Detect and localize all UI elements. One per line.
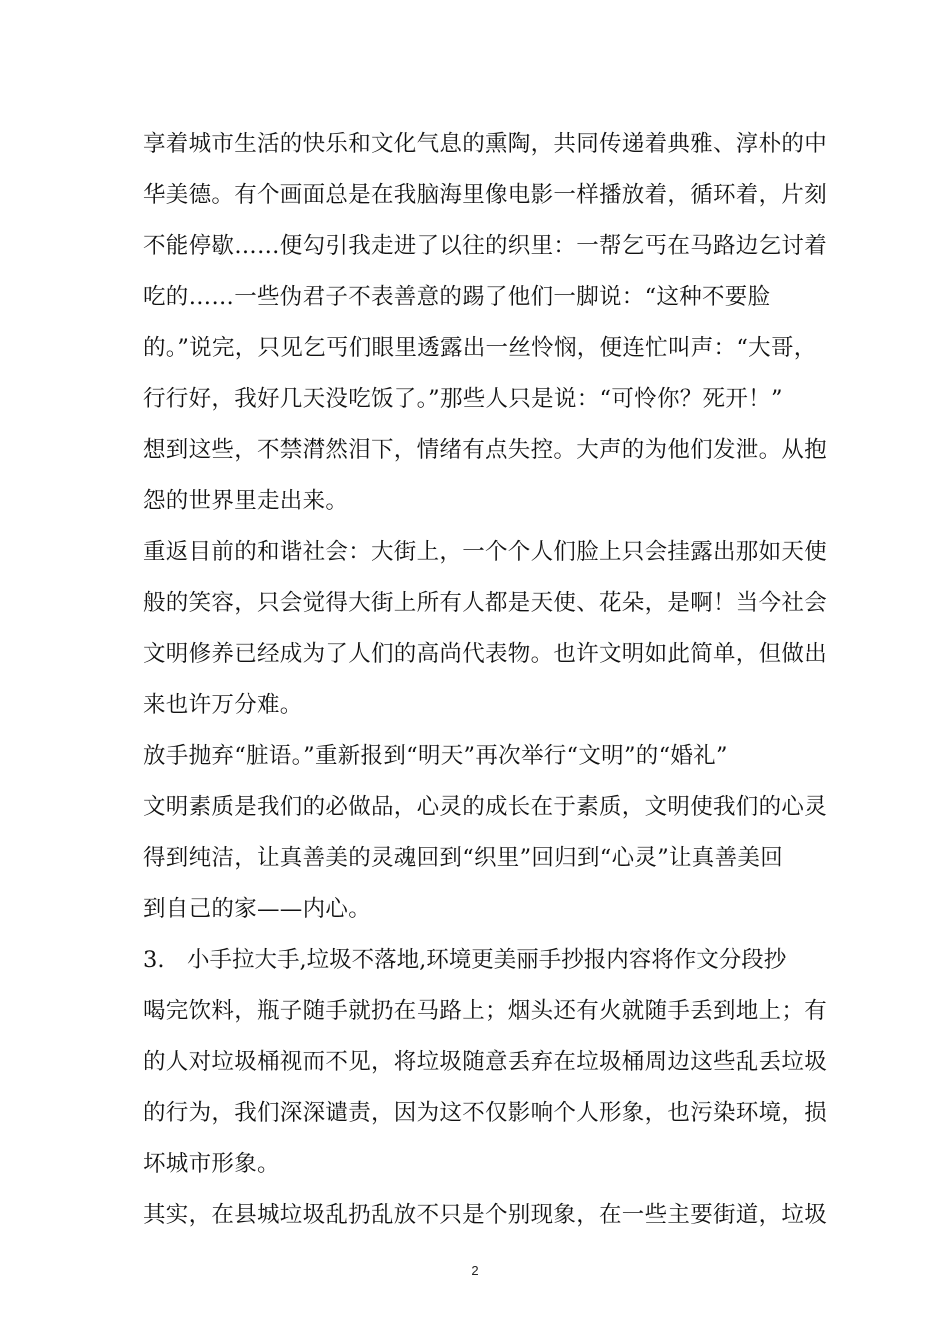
text-line: 喝完饮料，瓶子随手就扔在马路上；烟头还有火就随手丢到地上；有 [143,998,828,1024]
text-line: 怨的世界里走出来。 [143,488,349,514]
text-line: 吃的……一些伪君子不表善意的踢了他们一脚说：“这种不要脸 [143,284,771,310]
text-line: 其实，在县城垃圾乱扔乱放不只是个别现象，在一些主要街道，垃圾 [143,1202,828,1228]
text-line: 享着城市生活的快乐和文化气息的熏陶，共同传递着典雅、淳朴的中 [143,131,828,157]
text-line: 来也许万分难。 [143,692,303,718]
text-line: 放手抛弃“脏语。”重新报到“明天”再次举行“文明”的“婚礼” [143,743,728,769]
text-line: 般的笑容，只会觉得大街上所有人都是天使、花朵，是啊！当今社会 [143,590,828,616]
document-body [143,119,833,1241]
text-line: 得到纯洁，让真善美的灵魂回到“织里”回归到“心灵”让真善美回 [143,845,784,871]
page-number: 2 [471,1263,479,1278]
text-line: 到自己的家——内心。 [143,896,372,922]
text-line: 华美德。有个画面总是在我脑海里像电影一样播放着，循环着，片刻 [143,182,828,208]
text-line: 想到这些，不禁潸然泪下，情绪有点失控。大声的为他们发泄。从抱 [143,437,828,463]
text-line: 坏城市形象。 [143,1151,280,1177]
text-line: 行行好，我好几天没吃饭了。”那些人只是说：“可怜你？死开！” [143,386,783,412]
text-line: 的。”说完，只见乞丐们眼里透露出一丝怜悯，便连忙叫声：“大哥， [143,335,817,361]
text-line: 重返目前的和谐社会：大街上，一个个人们脸上只会挂露出那如天使 [143,539,828,565]
text-line: 文明修养已经成为了人们的高尚代表物。也许文明如此简单，但做出 [143,641,828,667]
text-line: 文明素质是我们的必做品，心灵的成长在于素质，文明使我们的心灵 [143,794,828,820]
text-line: 的人对垃圾桶视而不见，将垃圾随意丢弃在垃圾桶周边这些乱丢垃圾 [143,1049,828,1075]
section-heading: 3. 小手拉大手,垃圾不落地,环境更美丽手抄报内容将作文分段抄 [143,947,787,973]
text-line: 不能停歇……便勾引我走进了以往的织里：一帮乞丐在马路边乞讨着 [143,233,828,259]
text-line: 的行为，我们深深谴责，因为这不仅影响个人形象，也污染环境，损 [143,1100,828,1126]
